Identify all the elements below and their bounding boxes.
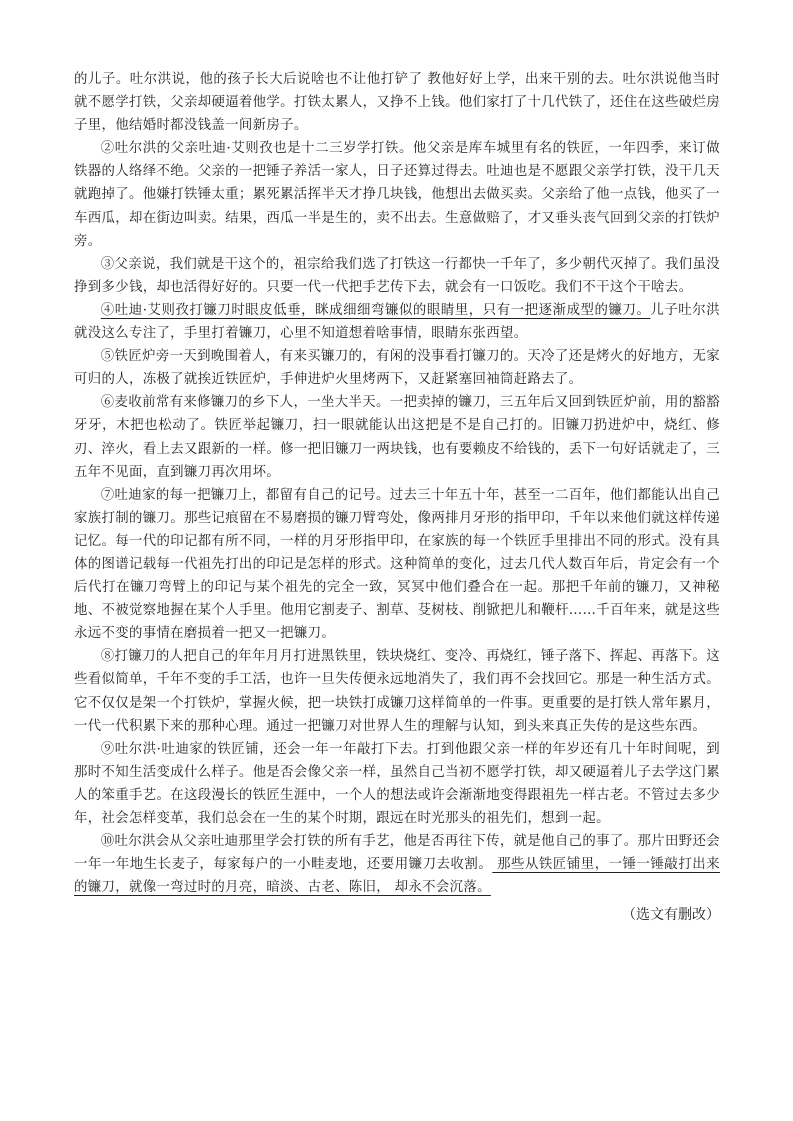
paragraph xyxy=(74,738,720,830)
paragraph-text: 的儿子。吐尔洪说，他的孩子长大后说啥也不让他打铲了 教他好好上学，出来干别的去。吐尔洪说他当时就不愿学打铁，父亲却硬逼着他学。打铁太累人，又挣不上钱。他们家打了十几代铁了，还住在这些破烂房子里，他结婚时都没钱盖一间新房子。 xyxy=(74,72,720,134)
paragraph xyxy=(74,68,720,137)
paragraph xyxy=(74,137,720,252)
paragraph xyxy=(74,299,720,345)
paragraph-text: ⑩吐尔洪会从父亲吐迪那里学会打铁的所有手艺，他是否再往下传，就是他自己的事了。那片田野还会一年一年地生长麦子，每家每户的一小畦麦地，还要用镰刀去收割。 xyxy=(74,834,720,873)
article-body xyxy=(74,68,720,925)
paragraph-text: ⑤铁匠炉旁一天到晚围着人，有来买镰刀的，有闲的没事看打镰刀的。天冷了还是烤火的好地方，无家可归的人，冻极了就挨近铁匠炉，手伸进炉火里烤两下，又赶紧塞回袖筒赶路去了。 xyxy=(74,349,720,388)
paragraph xyxy=(74,484,720,646)
paragraph xyxy=(74,391,720,483)
paragraph-text: ②吐尔洪的父亲吐迪·艾则孜也是十二三岁学打铁。他父亲是库车城里有名的铁匠，一年四季，来订做铁器的人络绎不绝。父亲的一把锤子养活一家人，日子还算过得去。吐迪也是不愿跟父亲学打铁，没干几天就跑掉了。他嫌打铁锤太重；累死累活挥半天才挣几块钱，他想出去做买卖。父亲给了他一点钱，他买了一车西瓜，却在街边叫卖。结果，西瓜一半是生的，卖不出去。生意做赔了，才又垂头丧气回到父亲的打铁炉旁。 xyxy=(74,141,720,249)
source-note: （选文有删改） xyxy=(622,906,720,923)
paragraph-text: 儿子吐尔洪就没这么专注了，手里打着镰刀，心里不知道想着啥事情，眼睛东张西望。 xyxy=(74,302,720,342)
underlined-sentence: 那些从铁匠铺里，一锤一锤敲打出来的镰刀，就像一弯过时的月亮，暗淡、古老、陈旧， 却永不会沉落。 xyxy=(74,857,720,896)
paragraph xyxy=(74,645,720,737)
paragraph xyxy=(74,253,720,299)
paragraph-text: ⑧打镰刀的人把自己的年年月月打进黑铁里，铁块烧红、变冷、再烧红，锤子落下、挥起、再落下。这些看似简单，千年不变的手工活，也许一旦失传便永远地消失了，我们再不会找回它。那是一种生活方式。它不仅仅是架一个打铁炉，掌握火候，把一块铁打成镰刀这样简单的一件事。更重要的是打铁人常年累月，一代一代积累下来的那种心理。通过一把镰刀对世界人生的理解与认知，到头来真正失传的是这些东西。 xyxy=(74,649,720,734)
paragraph-text: ⑨吐尔洪·吐迪家的铁匠铺，还会一年一年敲打下去。打到他跟父亲一样的年岁还有几十年时间呢，到那时不知生活变成什么样子。他是否会像父亲一样，虽然自己当初不愿学打铁，却又硬逼着儿子去学这门累人的笨重手艺。在这段漫长的铁匠生涯中，一个人的想法或许会渐渐地变得跟祖先一样古老。不管过去多少年，社会怎样变革，我们总会在一生的某个时期，跟远在时光那头的祖先们，想到一起。 xyxy=(74,741,720,826)
underlined-sentence: ④吐迪·艾则孜打镰刀时眼皮低垂，眯成细细弯镰似的眼睛里，只有一把逐渐成型的镰刀。 xyxy=(100,302,651,318)
paragraph-list xyxy=(74,68,720,899)
paragraph-text: ⑦吐迪家的每一把镰刀上，都留有自己的记号。过去三十年五十年，甚至一二百年，他们都能认出自己家族打制的镰刀。那些记痕留在不易磨损的镰刀臂弯处，像两排月牙形的指甲印，千年以来他们就这样传递记忆。每一代的印记都有所不同，一样的月牙形指甲印，在家族的每一个铁匠手里排出不同的形式。没有具体的图谱记载每一代祖先打出的印记是怎样的形式。这种简单的变化，过去几代人数百年后，肯定会有一个后代打在镰刀弯臂上的印记与某个祖先的完全一致，冥冥中他们叠合在一起。那把千年前的镰刀，又神秘地、不被觉察地握在某个人手里。他用它割麦子、割草、芟树枝、削锨把儿和鞭杆……千百年来，就是这些永远不变的事情在磨损着一把又一把镰刀。 xyxy=(74,487,720,642)
paragraph-text: ③父亲说，我们就是干这个的，祖宗给我们选了打铁这一行都快一千年了，多少朝代灭掉了。我们虽没挣到多少钱，却也活得好好的。只要一代一代把手艺传下去，就会有一口饭吃。我们不干这个干啥去。 xyxy=(74,256,720,295)
paragraph xyxy=(74,830,720,899)
paragraph xyxy=(74,345,720,391)
paragraph-text: ⑥麦收前常有来修镰刀的乡下人，一坐大半天。一把卖掉的镰刀，三五年后又回到铁匠炉前，用的豁豁牙牙，木把也松动了。铁匠举起镰刀，扫一眼就能认出这把是不是自己打的。旧镰刀扔进炉中，烧红、修刃、淬火，看上去又跟新的一样。修一把旧镰刀一两块钱，也有要赖皮不给钱的，丢下一句好话就走了，三五年不见面，直到镰刀再次用坏。 xyxy=(74,395,720,480)
